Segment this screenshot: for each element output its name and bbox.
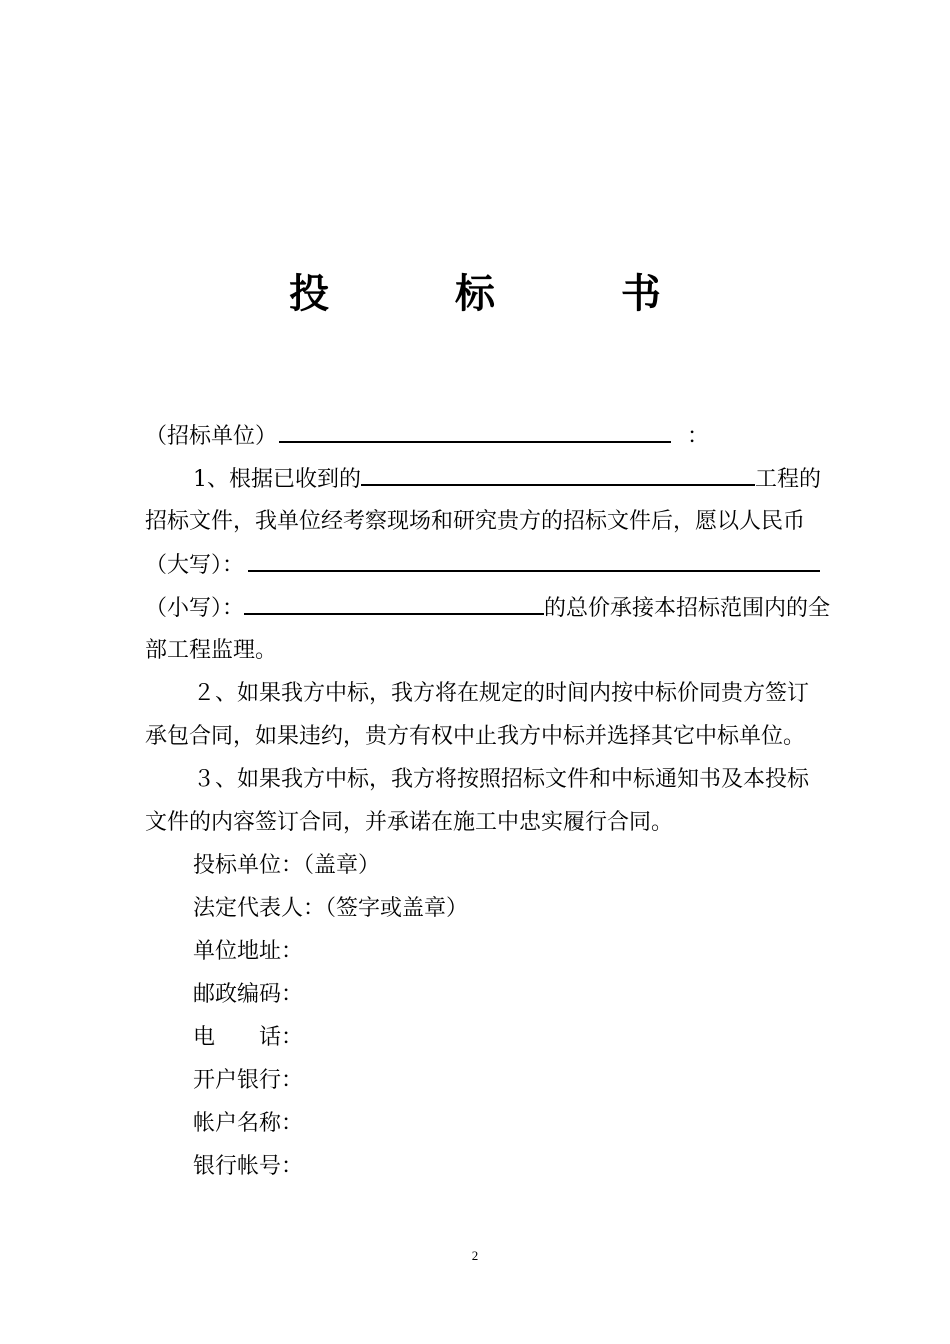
field-bidder-unit: 投标单位：（盖章） — [193, 853, 381, 878]
para2-line1: ２、如果我方中标，我方将在规定的时间内按中标价同贵方签订 — [193, 681, 810, 706]
addressee-line — [145, 421, 709, 452]
para3-line2: 文件的内容签订合同，并承诺在施工中忠实履行合同。 — [145, 810, 674, 835]
para1-line1 — [193, 464, 821, 495]
para1-line1-prefix: 1、根据已收到的 — [193, 467, 361, 492]
field-account-number: 银行帐号： — [193, 1154, 304, 1179]
field-legal-representative: 法定代表人：（签字或盖章） — [193, 896, 469, 921]
addressee-colon: ： — [687, 424, 710, 449]
para2-line2: 承包合同，如果违约，贵方有权中止我方中标并选择其它中标单位。 — [145, 724, 806, 749]
para1-line2: 招标文件，我单位经考察现场和研究贵方的招标文件后，愿以人民币 — [145, 509, 806, 534]
para1-line4 — [145, 593, 830, 624]
amount-uppercase-label: （大写）： — [145, 553, 245, 578]
page-number: 2 — [471, 1248, 479, 1263]
para1-line3 — [145, 550, 820, 581]
addressee-label: （招标单位） — [145, 424, 278, 449]
para3-line1: ３、如果我方中标，我方将按照招标文件和中标通知书及本投标 — [193, 767, 810, 792]
project-name-blank[interactable] — [361, 464, 755, 486]
field-telephone: 电 话： — [193, 1025, 304, 1050]
amount-lowercase-label: （小写）： — [145, 596, 245, 621]
field-address: 单位地址： — [193, 939, 304, 964]
amount-lowercase-blank[interactable] — [244, 593, 544, 615]
para1-line1-suffix: 工程的 — [755, 467, 822, 492]
field-postal-code: 邮政编码： — [193, 982, 304, 1007]
para1-line5: 部工程监理。 — [145, 638, 278, 663]
document-title: 投 标 书 — [289, 270, 717, 317]
field-bank: 开户银行： — [193, 1068, 304, 1093]
para1-line4-suffix: 的总价承接本招标范围内的全 — [544, 596, 831, 621]
tenderer-blank[interactable] — [279, 421, 671, 443]
field-account-name: 帐户名称： — [193, 1111, 304, 1136]
amount-uppercase-blank[interactable] — [248, 550, 820, 572]
